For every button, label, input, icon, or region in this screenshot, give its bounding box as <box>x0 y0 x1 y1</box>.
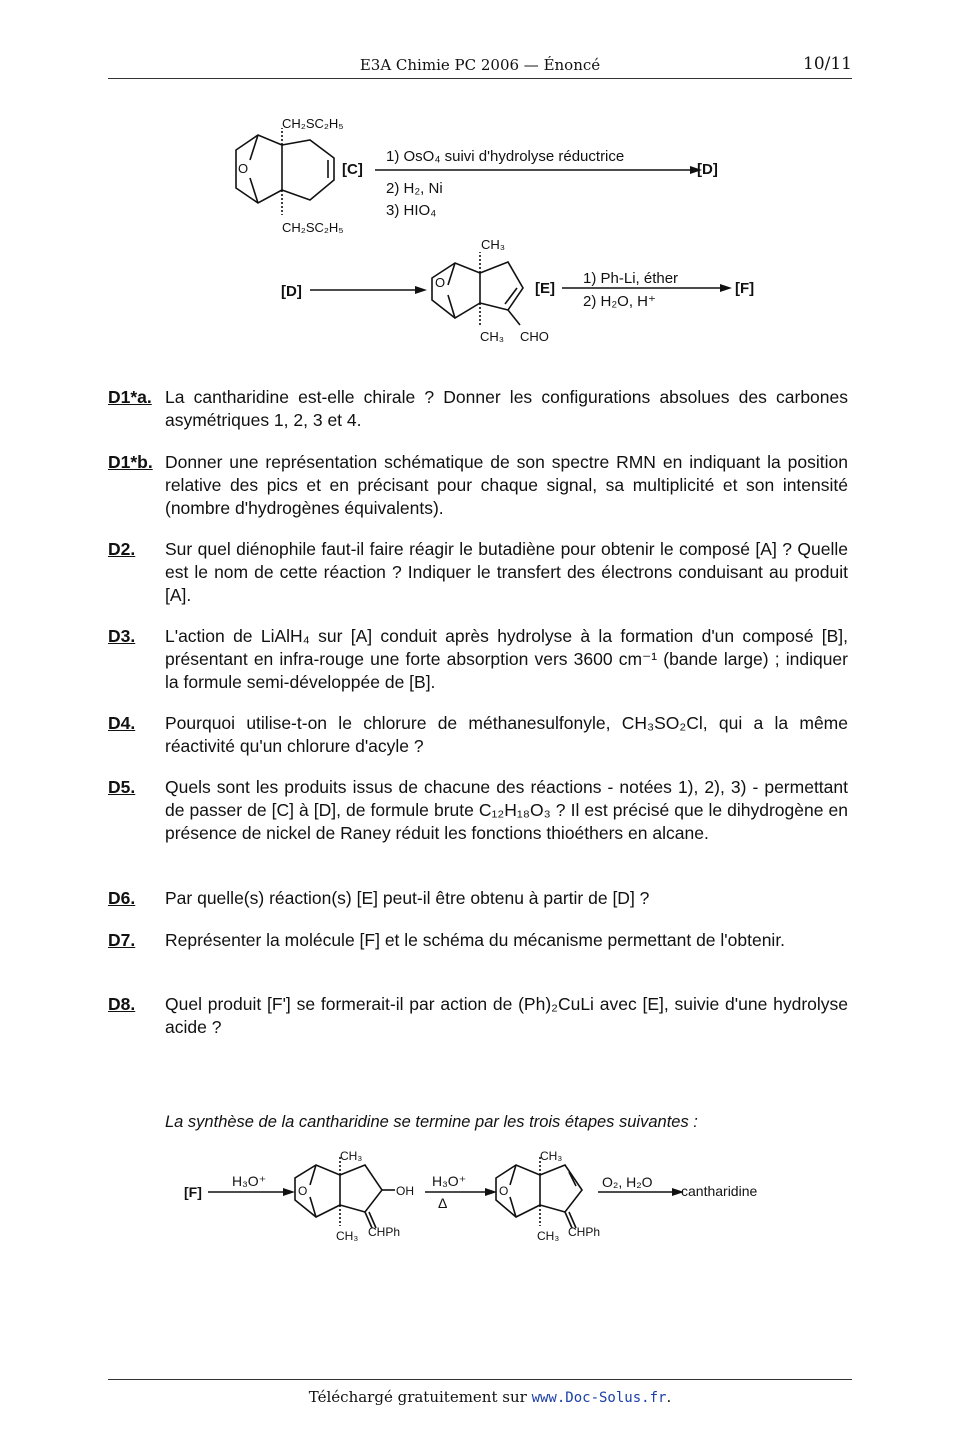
question-text: Quel produit [F'] se formerait-il par action de (Ph)₂CuLi avec [E], suivie d'une hydrolyse acide ? <box>165 994 848 1037</box>
question-d5 <box>108 776 848 845</box>
molecule-diene <box>496 1155 582 1228</box>
question-label: D2. <box>108 539 136 559</box>
acid-2: H₃O⁺ <box>432 1173 467 1189</box>
question-label: D1*a. <box>108 387 152 407</box>
question-text: Pourquoi utilise-t-on le chlorure de méthanesulfonyle, CH₃SO₂Cl, qui a la même réactivité qu'un chlorure d'acyle ? <box>165 713 848 756</box>
scheme2-step1: 1) Ph-Li, éther <box>583 270 679 287</box>
alcohol-ch3-bottom: CH₃ <box>336 1229 359 1243</box>
diene-ch3-top: CH₃ <box>540 1149 563 1163</box>
question-text: La cantharidine est-elle chirale ? Donner les configurations absolues des carbones asymétriques 1, 2, 3 et 4. <box>165 387 848 430</box>
diene-chph: CHPh <box>568 1225 601 1239</box>
heat-symbol: Δ <box>438 1195 448 1211</box>
question-text: Sur quel diénophile faut-il faire réagir le butadiène pour obtenir le composé [A] ? Quelle est le nom de cette réaction ? Indiquer le transfert des électrons conduisant au produit [A]. <box>165 539 848 605</box>
question-d3 <box>108 625 848 694</box>
question-label: D8. <box>108 994 136 1014</box>
question-d7 <box>108 929 848 952</box>
scheme1-step1: 1) OsO₄ suivi d'hydrolyse réductrice <box>386 148 625 165</box>
acid-1: H₃O⁺ <box>232 1173 267 1189</box>
e-cho: CHO <box>520 329 549 344</box>
label-d-2: [D] <box>281 283 302 300</box>
footer-suffix: . <box>666 1388 672 1406</box>
footer-divider <box>108 1379 852 1380</box>
question-text: Par quelle(s) réaction(s) [E] peut-il être obtenu à partir de [D] ? <box>165 888 650 908</box>
e-ch3-bottom: CH₃ <box>480 329 505 344</box>
alcohol-ch3-top: CH₃ <box>340 1149 363 1163</box>
c-substituent-top: CH₂SC₂H₅ <box>282 116 344 131</box>
c-substituent-bottom: CH₂SC₂H₅ <box>282 220 344 235</box>
label-e: [E] <box>535 280 555 297</box>
question-d2 <box>108 538 848 607</box>
question-label: D4. <box>108 713 136 733</box>
synthesis-intro: La synthèse de la cantharidine se termine par les trois étapes suivantes : <box>165 1113 698 1131</box>
oxidation-reagents: O₂, H₂O <box>602 1174 653 1190</box>
question-label: D6. <box>108 888 136 908</box>
molecule-e <box>432 252 523 326</box>
product-cantharidine: cantharidine <box>681 1183 758 1199</box>
question-label: D1*b. <box>108 452 153 472</box>
question-label: D3. <box>108 626 136 646</box>
question-text: Quels sont les produits issus de chacune des réactions - notées 1), 2), 3) - permettant de passer de [C] à [D], de formule brute C₁₂H₁₈O₃ ? Il est précisé que le dihydrogène en présence de nickel de Raney réduit les fonctions thioéthers en alcane. <box>165 777 848 843</box>
molecule-alcohol <box>295 1155 395 1228</box>
footer-link[interactable]: www.Doc-Solus.fr <box>531 1390 667 1406</box>
label-f-2: [F] <box>184 1184 202 1200</box>
diene-oxygen: O <box>499 1184 509 1198</box>
scheme1-step3: 3) HIO₄ <box>386 202 437 219</box>
question-d1a <box>108 386 848 432</box>
question-text: Donner une représentation schématique de son spectre RMN en indiquant la position relative des pics et en précisant pour chaque signal, sa multiplicité et son intensité (nombre d'hydrogènes équivalents). <box>165 452 848 518</box>
question-label: D5. <box>108 777 136 797</box>
alcohol-oh: OH <box>396 1184 414 1198</box>
footer-prefix: Téléchargé gratuitement sur <box>308 1388 527 1406</box>
question-text: L'action de LiAlH₄ sur [A] conduit après hydrolyse à la formation d'un composé [B], présentant en infra-rouge une forte absorption vers 3600 cm⁻¹ (bande large) ; indiquer la formule semi-développée de [B]. <box>165 626 848 692</box>
question-d4 <box>108 712 848 758</box>
label-c: [C] <box>342 161 363 178</box>
alcohol-chph: CHPh <box>368 1225 401 1239</box>
question-d1b <box>108 451 848 520</box>
diene-ch3-bottom: CH₃ <box>537 1229 560 1243</box>
question-text: Représenter la molécule [F] et le schéma du mécanisme permettant de l'obtenir. <box>165 930 786 950</box>
scheme2-step2: 2) H₂O, H⁺ <box>583 293 656 310</box>
molecule-c <box>236 128 334 215</box>
e-oxygen: O <box>435 275 446 290</box>
alcohol-oxygen: O <box>298 1184 308 1198</box>
scheme1-step2: 2) H₂, Ni <box>386 180 443 197</box>
question-d8 <box>108 993 848 1039</box>
label-d-1: [D] <box>697 161 718 178</box>
e-ch3-top: CH₃ <box>481 237 506 252</box>
question-label: D7. <box>108 930 136 950</box>
c-oxygen: O <box>238 161 249 176</box>
header-title: E3A Chimie PC 2006 — Énoncé <box>359 56 601 74</box>
page-footer <box>0 1388 980 1406</box>
question-d6 <box>108 887 848 910</box>
label-f: [F] <box>735 280 755 297</box>
page-number: 10/11 <box>803 54 852 74</box>
